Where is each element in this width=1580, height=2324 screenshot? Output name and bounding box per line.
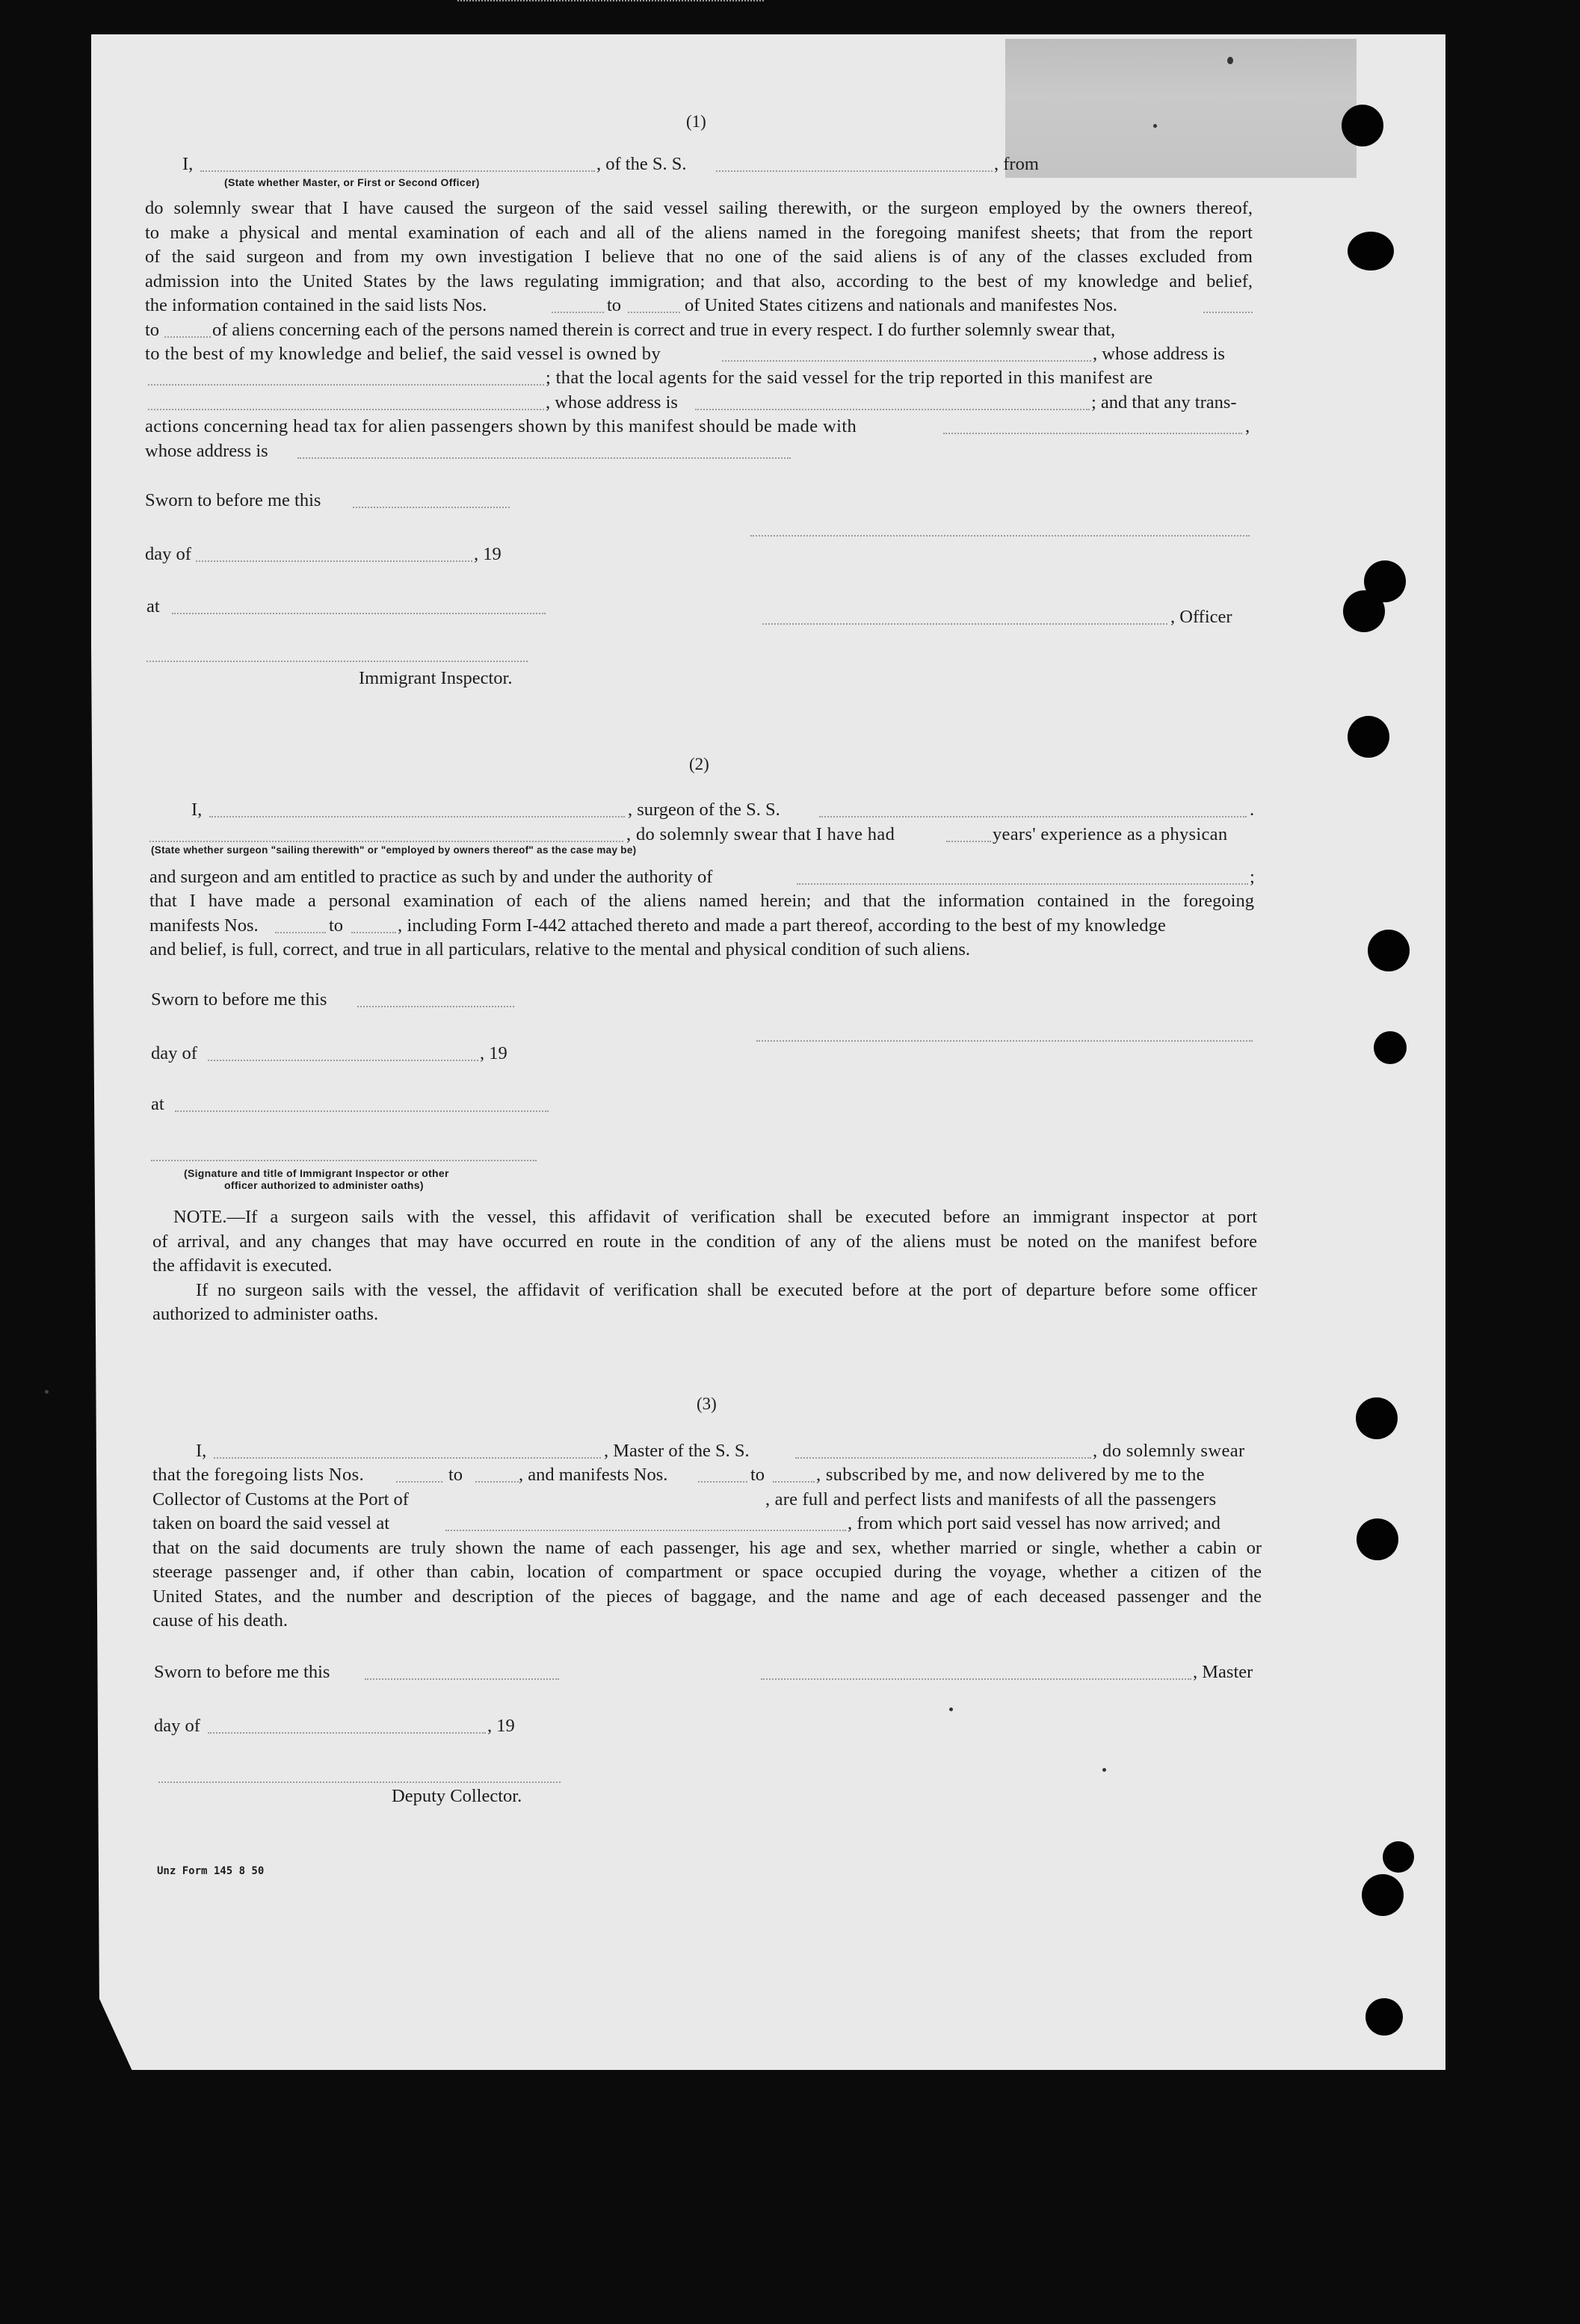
s2-manifests-text: manifests Nos. (149, 915, 259, 936)
speck (1102, 1768, 1106, 1772)
s2-signature-note: officer authorized to administer oaths) (224, 1179, 424, 1191)
s3-lists-text: that the foregoing lists Nos. (152, 1465, 365, 1485)
s2-note-line: NOTE.—If a surgeon sails with the vessel, this affidavit of verification shall be executed before an immigrant inspector at port (173, 1207, 1257, 1227)
s2-note-line: authorized to administer oaths. (152, 1304, 379, 1324)
s3-to: to (750, 1465, 765, 1485)
s1-officer: , Officer (1170, 607, 1232, 627)
s1-i: I, (182, 154, 194, 174)
s2-semicolon: ; (1250, 867, 1255, 887)
s2-form-text: , including Form I-442 attached thereto and made a part thereof, according to the best of my knowledge (398, 915, 1166, 936)
speck (45, 1390, 49, 1394)
s1-inspector-line (146, 661, 528, 662)
s2-period: . (1250, 800, 1255, 820)
s3-blank (457, 0, 764, 1)
s3-collector-text: Collector of Customs at the Port of (152, 1489, 409, 1509)
s2-i: I, (191, 800, 203, 820)
s1-transactions-text: ; and that any trans- (1091, 392, 1237, 412)
s1-owned-text: to the best of my knowledge and belief, the said vessel is owned by (145, 344, 661, 364)
punch-hole (1342, 105, 1383, 146)
s2-blank (208, 1060, 478, 1061)
s1-comma: , (1245, 416, 1250, 436)
s1-blank (1203, 312, 1253, 313)
s2-blank (797, 883, 1248, 885)
s1-blank (943, 433, 1242, 434)
form-number: Unz Form 145 8 50 (157, 1865, 265, 1877)
punch-hole (1368, 930, 1410, 971)
section-2-number: (2) (689, 755, 709, 773)
s2-sworn: Sworn to before me this (151, 989, 327, 1010)
speck (1153, 124, 1157, 128)
s3-blank (214, 1457, 601, 1459)
punch-hole (1383, 1841, 1414, 1873)
s3-perfect-text: , are full and perfect lists and manifests of all the passengers (765, 1489, 1217, 1509)
s1-blank-vessel (716, 170, 993, 172)
s3-blank (773, 1481, 815, 1483)
s1-sworn: Sworn to before me this (145, 490, 321, 510)
s2-swear-text: , do solemnly swear that I have had (626, 824, 895, 844)
s1-aliens-text: of aliens concerning each of the persons named therein is correct and true in every respect. I do further solemnly swear that, (212, 320, 1116, 340)
s2-surgeon-note: (State whether surgeon "sailing therewith" or "employed by owners thereof" as the case may be) (151, 844, 637, 856)
s2-blank (209, 816, 625, 818)
s2-para-line: and belief, is full, correct, and true in all particulars, relative to the mental and physical condition of such aliens. (149, 939, 971, 959)
s1-agents-text: ; that the local agents for the said vessel for the trip reported in this manifest are (546, 368, 1153, 388)
s3-blank (475, 1481, 519, 1483)
s2-day-of: day of (151, 1043, 197, 1063)
punch-hole (1374, 1031, 1407, 1064)
s3-deputy: Deputy Collector. (392, 1786, 522, 1806)
s1-inspector: Immigrant Inspector. (359, 668, 513, 688)
s3-blank (208, 1732, 486, 1734)
s3-blank (365, 1678, 559, 1680)
punch-hole (1365, 1998, 1403, 2036)
s3-master-line (761, 1678, 1191, 1680)
punch-hole (1348, 716, 1389, 758)
s2-blank (175, 1110, 549, 1112)
s1-blank (297, 457, 791, 459)
s1-signature-line (750, 535, 1250, 537)
s2-authority-text: and surgeon and am entitled to practice as such by and under the authority of (149, 867, 713, 887)
s1-blank-owner (722, 360, 1091, 362)
s1-whose-text: whose address is (145, 441, 268, 461)
s3-sworn: Sworn to before me this (154, 1662, 330, 1682)
s1-officer-note: (State whether Master, or First or Second Officer) (224, 176, 480, 188)
s1-year: , 19 (474, 544, 502, 564)
s1-headtax-text: actions concerning head tax for alien passengers shown by this manifest should be made with (145, 416, 857, 436)
s2-signature-note: (Signature and title of Immigrant Inspector or other (184, 1167, 449, 1179)
s3-day-of: day of (154, 1716, 200, 1736)
tape-patch (1005, 39, 1357, 178)
s3-blank (445, 1530, 846, 1531)
s2-blank (351, 932, 396, 933)
s2-years-text: years' experience as a physican (993, 824, 1228, 844)
s2-blank-years (946, 841, 991, 842)
punch-hole (1348, 232, 1394, 271)
s1-blank (628, 312, 680, 313)
s1-citizens-text: of United States citizens and nationals and manifestes Nos. (685, 295, 1118, 315)
punch-hole (1356, 1397, 1398, 1439)
s3-subscribed-text: , subscribed by me, and now delivered by me to the (816, 1465, 1205, 1485)
s3-swear: , do solemnly swear (1093, 1441, 1245, 1461)
s3-para-line: United States, and the number and description of the pieces of baggage, and the name and age of each deceased passenger and the (152, 1586, 1262, 1607)
s3-taken-text: taken on board the said vessel at (152, 1513, 390, 1533)
s1-blank (164, 336, 211, 338)
s1-blank (552, 312, 604, 313)
s1-blank-officer (200, 170, 595, 172)
s1-day-of: day of (145, 544, 191, 564)
s3-arrived-text: , from which port said vessel has now arrived; and (848, 1513, 1221, 1533)
s1-to: to (145, 320, 160, 340)
speck (1227, 57, 1233, 64)
s2-blank (275, 932, 326, 933)
s1-address-text: , whose address is (546, 392, 678, 412)
s2-surgeon-ss: , surgeon of the S. S. (628, 800, 780, 820)
s2-blank (149, 841, 623, 842)
section-1-number: (1) (686, 112, 706, 131)
s1-blank (695, 409, 1090, 410)
s1-officer-line (762, 623, 1167, 625)
s1-para-line: of the said surgeon and from my own investigation I believe that no one of the said aliens is of any of the classes excluded from (145, 247, 1253, 267)
s1-of-ss: , of the S. S. (596, 154, 687, 174)
speck (949, 1708, 953, 1711)
s2-to: to (329, 915, 344, 936)
s3-blank (396, 1481, 442, 1483)
section-3-number: (3) (697, 1394, 717, 1413)
s2-at: at (151, 1094, 164, 1114)
s3-para-line: steerage passenger and, if other than cabin, location of compartment or space occupied during the voyage, whether a citizen of the (152, 1562, 1262, 1582)
s1-from: , from (994, 154, 1039, 174)
s1-to: to (607, 295, 622, 315)
s3-master-ss: , Master of the S. S. (604, 1441, 750, 1461)
s2-signature-line (756, 1040, 1253, 1042)
s2-note-line: the affidavit is executed. (152, 1255, 333, 1276)
s1-blank-address (148, 384, 544, 386)
s3-i: I, (196, 1441, 207, 1461)
s3-deputy-line (158, 1781, 561, 1783)
s3-year: , 19 (487, 1716, 515, 1736)
s3-manifests-text: , and manifests Nos. (519, 1465, 668, 1485)
s3-to: to (448, 1465, 463, 1485)
s1-blank (172, 613, 546, 614)
s2-blank (819, 816, 1247, 818)
s1-blank (196, 560, 472, 562)
punch-hole (1343, 590, 1385, 632)
s3-master: , Master (1193, 1662, 1253, 1682)
s3-para-last: cause of his death. (152, 1610, 288, 1631)
s2-para-line: that I have made a personal examination of each of the aliens named herein; and that the information contained in the foregoing (149, 891, 1254, 911)
s2-note-line: If no surgeon sails with the vessel, the affidavit of verification shall be executed before at the port of departure before some officer (196, 1280, 1257, 1300)
s1-para-line: admission into the United States by the laws regulating immigration; and that also, according to the best of my knowledge and belief, (145, 271, 1253, 291)
s1-at: at (146, 596, 160, 616)
s1-lists-text: the information contained in the said lists Nos. (145, 295, 487, 315)
s1-para-line: to make a physical and mental examination of each and all of the aliens named in the foregoing manifest sheets; that from the report (145, 223, 1253, 243)
s2-year: , 19 (480, 1043, 507, 1063)
s1-blank-agents (148, 409, 544, 410)
s1-address-text: , whose address is (1093, 344, 1225, 364)
s1-para-line: do solemnly swear that I have caused the surgeon of the said vessel sailing therewith, or the surgeon employed by the owners thereof, (145, 198, 1253, 218)
s3-blank (698, 1481, 747, 1483)
punch-hole (1357, 1518, 1398, 1560)
s3-para-line: that on the said documents are truly shown the name of each passenger, his age and sex, whether married or single, whether a cabin or (152, 1538, 1262, 1558)
s2-note-line: of arrival, and any changes that may have occurred en route in the condition of any of the aliens must be noted on the manifest before (152, 1231, 1257, 1252)
s3-blank (795, 1457, 1091, 1459)
s2-blank (357, 1006, 514, 1007)
punch-hole (1362, 1874, 1404, 1916)
s1-blank (353, 507, 510, 508)
s2-inspector-line (151, 1160, 537, 1161)
